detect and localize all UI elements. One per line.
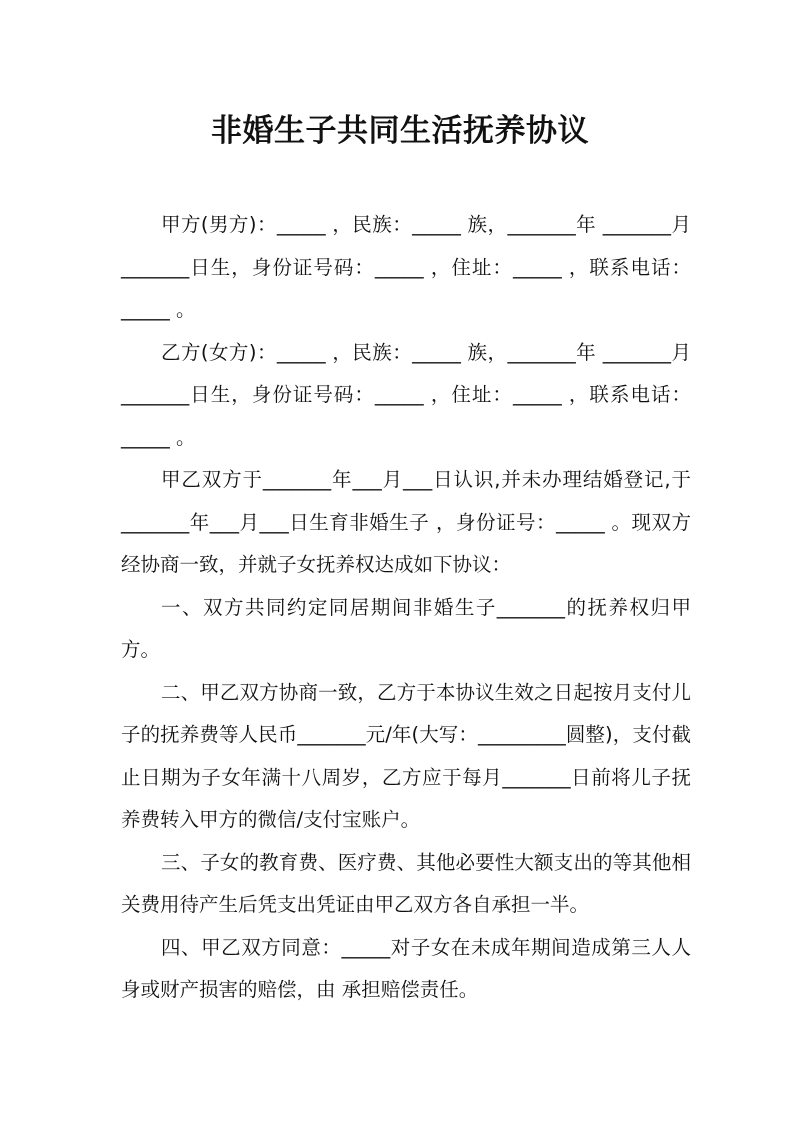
- party-b-paragraph: 乙方(女方)：_____ ，民族：_____ 族，_______年 _______月 _______日生，身份证号码：_____ ，住址：_____ ，联系电话：_____ 。: [121, 340, 691, 449]
- document-title: 非婚生子共同生活抚养协议: [211, 113, 589, 149]
- clause-4-paragraph: 四、甲乙双方同意：_____对子女在未成年期间造成第三人人身或财产损害的赔偿，由 承担赔偿责任。: [121, 935, 691, 1001]
- clause-2-paragraph: 二、甲乙双方协商一致，乙方于本协议生效之日起按月支付儿子的抚养费等人民币_______元/年(大写：_________圆整)，支付截止日期为子女年满十八周岁，乙方应于每月_______日前将儿子抚养费转入甲方的微信/支付宝账户。: [121, 680, 691, 831]
- clause-3-paragraph: 三、子女的教育费、医疗费、其他必要性大额支出的等其他相关费用待产生后凭支出凭证由甲乙双方各自承担一半。: [121, 850, 691, 916]
- document-body: [121, 204, 691, 1012]
- clause-1-paragraph: 一、双方共同约定同居期间非婚生子_______的抚养权归甲方。: [121, 595, 691, 661]
- party-a-paragraph: 甲方(男方)：_____ ，民族：_____ 族，_______年 _______月 _______日生，身份证号码：_____ ，住址：_____ ，联系电话：_____ 。: [121, 213, 691, 321]
- background-paragraph: 甲乙双方于_______年___月___日认识,并未办理结婚登记,于_______年___月___日生育非婚生子 ，身份证号：_____ 。现双方经协商一致，并就子女抚养权达成如下协议：: [121, 468, 691, 576]
